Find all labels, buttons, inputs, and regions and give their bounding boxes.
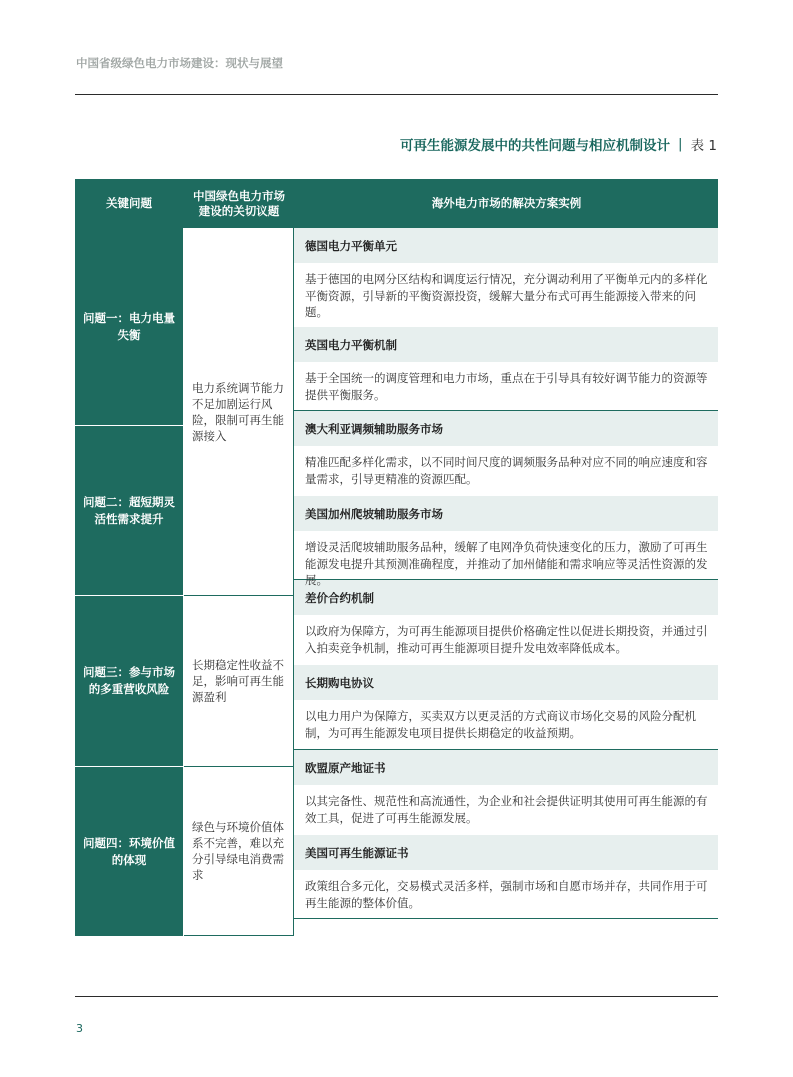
solution-title: 美国加州爬坡辅助服务市场 (294, 496, 718, 531)
issue-cell-1: 问题一：电力电量失衡 (75, 228, 183, 425)
topic-cell-2 (184, 596, 294, 767)
topic-cell-1 (184, 228, 294, 596)
solution-description: 基于德国的电网分区结构和调度运行情况，充分调动利用了平衡单元内的多样化平衡资源，引导新的平衡资源投资，缓解大量分布式可再生能源接入带来的问题。 (294, 263, 718, 327)
caption-separator: | (678, 136, 683, 152)
table-number: 表 1 (690, 138, 717, 154)
solution-description: 以其完备性、规范性和高流通性，为企业和社会提供证明其使用可再生能源的有效工具，促进了可再生能源发展。 (294, 785, 718, 835)
solution-title: 长期购电协议 (294, 665, 718, 700)
solution-title: 美国可再生能源证书 (294, 835, 718, 870)
solution-title: 英国电力平衡机制 (294, 327, 718, 362)
solution-description: 增设灵活爬坡辅助服务品种，缓解了电网净负荷快速变化的压力，激励了可再生能源发电提升其预测准确程度，并推动了加州储能和需求响应等灵活性资源的发展。 (294, 531, 718, 579)
table-header (75, 179, 718, 228)
issue-cell-2: 问题二：超短期灵活性需求提升 (75, 426, 183, 595)
solution-title: 差价合约机制 (294, 580, 718, 615)
column-header-overseas-solutions: 海外电力市场的解决方案实例 (295, 179, 718, 228)
solution-title: 欧盟原产地证书 (294, 750, 718, 785)
mechanism-table (75, 179, 718, 936)
footer-rule (75, 996, 718, 997)
table-caption (400, 134, 717, 154)
solution-title: 澳大利亚调频辅助服务市场 (294, 411, 718, 446)
section-divider (294, 918, 718, 919)
table-body (75, 228, 718, 936)
solution-description: 基于全国统一的调度管理和电力市场，重点在于引导具有较好调节能力的资源等提供平衡服务。 (294, 362, 718, 410)
issue-cell-3: 问题三：参与市场的多重营收风险 (75, 596, 183, 766)
solution-title: 德国电力平衡单元 (294, 228, 718, 263)
table-caption-title: 可再生能源发展中的共性问题与相应机制设计 (400, 138, 671, 154)
page-number: 3 (76, 1022, 83, 1035)
topic-text: 绿色与环境价值体系不完善，难以充分引导绿电消费需求 (192, 820, 284, 882)
issue-cell-4: 问题四：环境价值的体现 (75, 767, 183, 936)
header-rule (75, 94, 718, 95)
topic-text: 长期稳定性收益不足，影响可再生能源盈利 (192, 658, 284, 704)
running-title: 中国省级绿色电力市场建设：现状与展望 (76, 56, 283, 70)
column-header-key-issue: 关键问题 (75, 179, 183, 228)
solution-description: 以政府为保障方，为可再生能源项目提供价格确定性以促进长期投资，并通过引入拍卖竞争机制，推动可再生能源项目提升发电效率降低成本。 (294, 615, 718, 665)
solution-description: 精准匹配多样化需求，以不同时间尺度的调频服务品种对应不同的响应速度和容量需求，引导更精准的资源匹配。 (294, 446, 718, 496)
solution-description: 以电力用户为保障方，买卖双方以更灵活的方式商议市场化交易的风险分配机制，为可再生能源发电项目提供长期稳定的收益预期。 (294, 700, 718, 749)
topic-cell-3 (184, 767, 294, 936)
topic-text: 电力系统调节能力不足加剧运行风险，限制可再生能源接入 (192, 380, 284, 443)
solution-description: 政策组合多元化，交易模式灵活多样，强制市场和自愿市场并存，共同作用于可再生能源的整体价值。 (294, 870, 718, 918)
solutions-column (294, 228, 718, 919)
column-header-china-topic: 中国绿色电力市场建设的关切议题 (184, 179, 294, 228)
